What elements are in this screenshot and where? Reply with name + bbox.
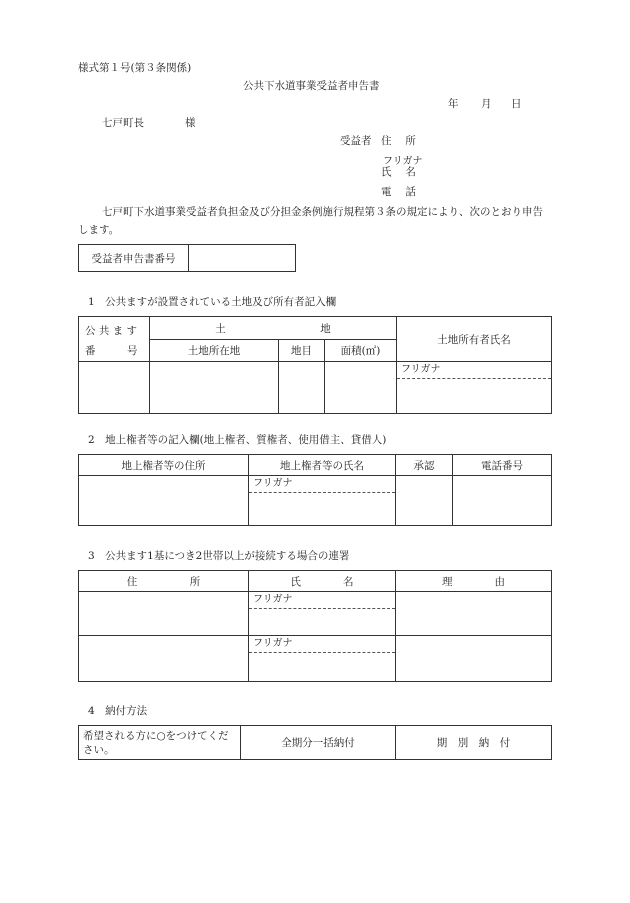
date-day-label: 日 <box>511 98 522 110</box>
basin-header-line2: 番 号 <box>85 345 138 357</box>
payment-method-table <box>78 725 552 760</box>
applicant-label: 受益者 <box>340 135 372 147</box>
joint-signature-table <box>78 570 552 682</box>
section4-heading: 4 納付方法 <box>88 705 148 717</box>
land-location-cell[interactable] <box>150 362 279 414</box>
section3-heading: 3 公共ます1基につき2世帯以上が接続する場合の連署 <box>88 550 350 562</box>
joint-address-cell-1[interactable] <box>79 592 249 636</box>
consent-cell[interactable] <box>396 476 453 526</box>
basin-number-cell[interactable] <box>79 362 150 414</box>
owner-furigana: フリガナ <box>397 362 551 379</box>
superficiary-address-header: 地上権者等の住所 <box>79 455 249 476</box>
body-text-line2: します。 <box>78 224 120 236</box>
form-number: 様式第１号(第３条関係) <box>78 62 192 74</box>
superficiary-table <box>78 454 552 526</box>
joint-address-cell-2[interactable] <box>79 636 249 682</box>
land-category-cell[interactable] <box>279 362 325 414</box>
superficiary-address-cell[interactable] <box>79 476 249 526</box>
owner-name-cell[interactable] <box>397 362 552 414</box>
address-label: 住 所 <box>381 135 416 147</box>
document-title: 公共下水道事業受益者申告書 <box>243 80 380 92</box>
land-location-header: 土地所在地 <box>150 340 279 362</box>
basin-number-header <box>79 317 150 362</box>
section2-heading: 2 地上権者等の記入欄(地上権者、質権者、使用借主、貸借人) <box>88 434 387 446</box>
joint-reason-cell-2[interactable] <box>396 636 552 682</box>
joint-name-cell-2[interactable] <box>249 636 396 682</box>
land-owner-table <box>78 316 552 414</box>
joint-reason-cell-1[interactable] <box>396 592 552 636</box>
superficiary-name-cell[interactable] <box>249 476 396 526</box>
owner-name-header: 土地所有者氏名 <box>397 317 552 362</box>
addressee: 七戸町長 <box>102 117 144 129</box>
joint-name-header: 氏 名 <box>249 571 396 592</box>
land-category-header: 地目 <box>279 340 325 362</box>
section1-heading: 1 公共ますが設置されている土地及び所有者記入欄 <box>88 296 337 308</box>
joint-furigana-1: フリガナ <box>249 592 395 609</box>
body-text-line1: 七戸町下水道事業受益者負担金及び分担金条例施行規程第３条の規定により、次のとおり申告 <box>102 206 543 218</box>
payment-installment-option[interactable]: 期 別 納 付 <box>396 726 552 760</box>
report-number-table <box>78 244 296 272</box>
report-number-field[interactable] <box>189 245 296 272</box>
phone-label: 電 話 <box>381 186 416 198</box>
phone-cell[interactable] <box>453 476 552 526</box>
report-number-label: 受益者申告書番号 <box>79 245 189 272</box>
name-label: 氏 名 <box>381 166 416 178</box>
land-header: 土 地 <box>150 317 397 340</box>
consent-header: 承認 <box>396 455 453 476</box>
payment-lump-sum-option[interactable]: 全期分一括納付 <box>241 726 396 760</box>
joint-furigana-2: フリガナ <box>249 636 395 653</box>
land-area-header: 面積(㎡) <box>325 340 397 362</box>
furigana-label: フリガナ <box>383 156 423 167</box>
basin-header-line1: 公 共 ま す <box>85 325 138 337</box>
date-month-label: 月 <box>481 98 492 110</box>
honorific: 様 <box>185 117 196 129</box>
date-year-label: 年 <box>448 98 459 110</box>
joint-address-header: 住 所 <box>79 571 249 592</box>
joint-reason-header: 理 由 <box>396 571 552 592</box>
phone-header: 電話番号 <box>453 455 552 476</box>
joint-name-cell-1[interactable] <box>249 592 396 636</box>
superficiary-furigana: フリガナ <box>249 476 395 493</box>
superficiary-name-header: 地上権者等の氏名 <box>249 455 396 476</box>
payment-instruction: 希望される方に○をつけてください。 <box>79 726 241 760</box>
land-area-cell[interactable] <box>325 362 397 414</box>
